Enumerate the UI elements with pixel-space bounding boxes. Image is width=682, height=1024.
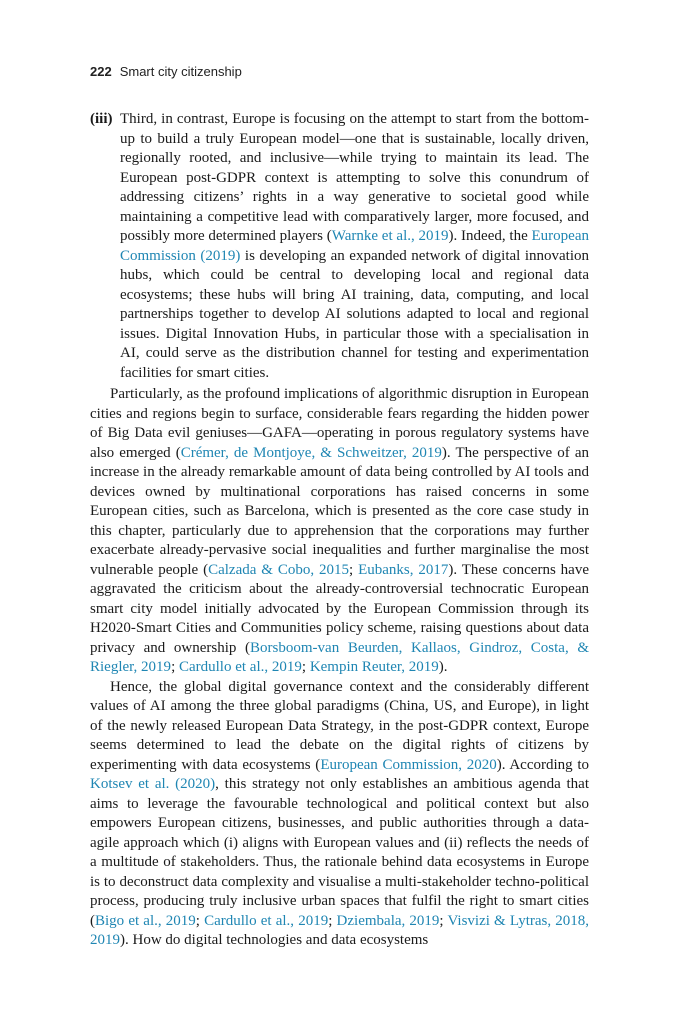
text-run: ). The perspective of an increase in the already remarkable amount of data being controlled by AI tools and devices owned by multinational corporations has raised concerns in some European cities, such as Barcelona, which is presented as the core case study in this chapter, particularly due to apprehension that the corporations may further exacerbate already-pervasive social inequalities and further marginalise the most vulnerable people ( — [90, 444, 589, 578]
citation-link[interactable]: Kempin Reuter, 2019 — [309, 659, 439, 675]
citation-link[interactable]: Eubanks, 2017 — [358, 561, 449, 578]
text-run: ; — [439, 912, 448, 929]
running-title: Smart city citizenship — [119, 64, 242, 79]
running-header — [90, 64, 242, 79]
paragraph-1 — [90, 385, 589, 678]
citation-link[interactable]: European Commission (2019) — [120, 228, 589, 264]
citation-link[interactable]: Cardullo et al., 2019 — [178, 659, 302, 675]
citation-link[interactable]: Bigo et al., 2019 — [95, 912, 196, 929]
citation-link[interactable]: Calzada & Cobo, 2015 — [208, 561, 349, 578]
citation-link[interactable]: Visvizi & Lytras, 2018, 2019 — [90, 912, 590, 948]
text-run: ; — [171, 659, 179, 675]
text-run: ). Indeed, the — [448, 228, 532, 244]
list-item-text — [120, 110, 589, 383]
citation-link[interactable]: Crémer, de Montjoye, & Schweitzer, 2019 — [180, 444, 442, 461]
text-run: ). According to — [496, 756, 589, 773]
text-run: ; — [349, 561, 359, 578]
text-run: ; — [328, 912, 337, 929]
text-run: Hence, the global digital governance context and the considerably different values of AI among the three global paradigms (China, US, and Europe), in light of the newly released European Data Strategy, in the post-GDPR context, Europe seems determined to lead the debate on the digital rights of citizens by experimenting with data ecosystems ( — [90, 678, 589, 773]
text-run: ). These concerns have aggravated the criticism about the already-controversial technocratic European smart city model initially advocated by the European Commission through its H2020-Smart Cities and Communities policy scheme, raising questions about data privacy and ownership ( — [90, 561, 589, 656]
citation-link[interactable]: Borsboom-van Beurden, Kallaos, Gindroz, Costa, & Riegler, 2019 — [90, 639, 589, 675]
list-item-label: (iii) — [90, 111, 113, 127]
text-run: ). — [438, 659, 448, 675]
list-item-iii — [90, 110, 589, 383]
page-number: 222 — [90, 64, 112, 79]
citation-link[interactable]: Cardullo et al., 2019 — [204, 912, 329, 929]
text-run: ; — [301, 659, 310, 675]
citation-link[interactable]: Dziembala, 2019 — [336, 912, 440, 929]
text-run: ). How do digital technologies and data ecosystems — [120, 932, 429, 948]
text-run: ; — [195, 912, 205, 929]
citation-link[interactable]: Kotsev et al. (2020) — [90, 776, 216, 792]
body-text — [90, 385, 589, 951]
paragraph-2 — [90, 678, 589, 951]
citation-link[interactable]: Warnke et al., 2019 — [331, 228, 449, 244]
text-run: is developing an expanded network of digital innovation hubs, which could be central to developing local and regional data ecosystems; these hubs will bring AI training, data, computing, and local partnerships together to develop AI solutions adapted to local and regional issues. Digital Innovation Hubs, in particular those with a specialisation in AI, could serve as the distribution channel for testing and experimentation facilities for smart cities. — [120, 247, 590, 381]
text-run: Third, in contrast, Europe is focusing on the attempt to start from the bottom-up to build a truly European model—one that is sustainable, locally driven, regionally rooted, and inclusive—while trying to maintain its lead. The European post-GDPR context is attempting to solve this conundrum of addressing citizens’ rights in a way generative to societal good while maintaining a competitive lead with comparatively larger, more focused, and possibly more determined players ( — [120, 111, 589, 244]
text-run: Particularly, as the profound implications of algorithmic disruption in European cities and regions begin to surface, considerable fears regarding the hidden power of Big Data evil geniuses—GAFA—operating in porous regulatory systems have also emerged ( — [90, 386, 589, 461]
text-run: , this strategy not only establishes an ambitious agenda that aims to leverage the favourable technological and political context but also empowers European citizens, businesses, and public authorities through a data-agile approach which (i) aligns with European values and (ii) reflects the needs of a multitude of stakeholders. Thus, the rationale behind data ecosystems in Europe is to deconstruct data complexity and visualise a multi-stakeholder techno-political process, producing truly inclusive urban spaces that fulfil the right to smart cities ( — [90, 776, 589, 929]
citation-link[interactable]: European Commission, 2020 — [320, 756, 497, 773]
